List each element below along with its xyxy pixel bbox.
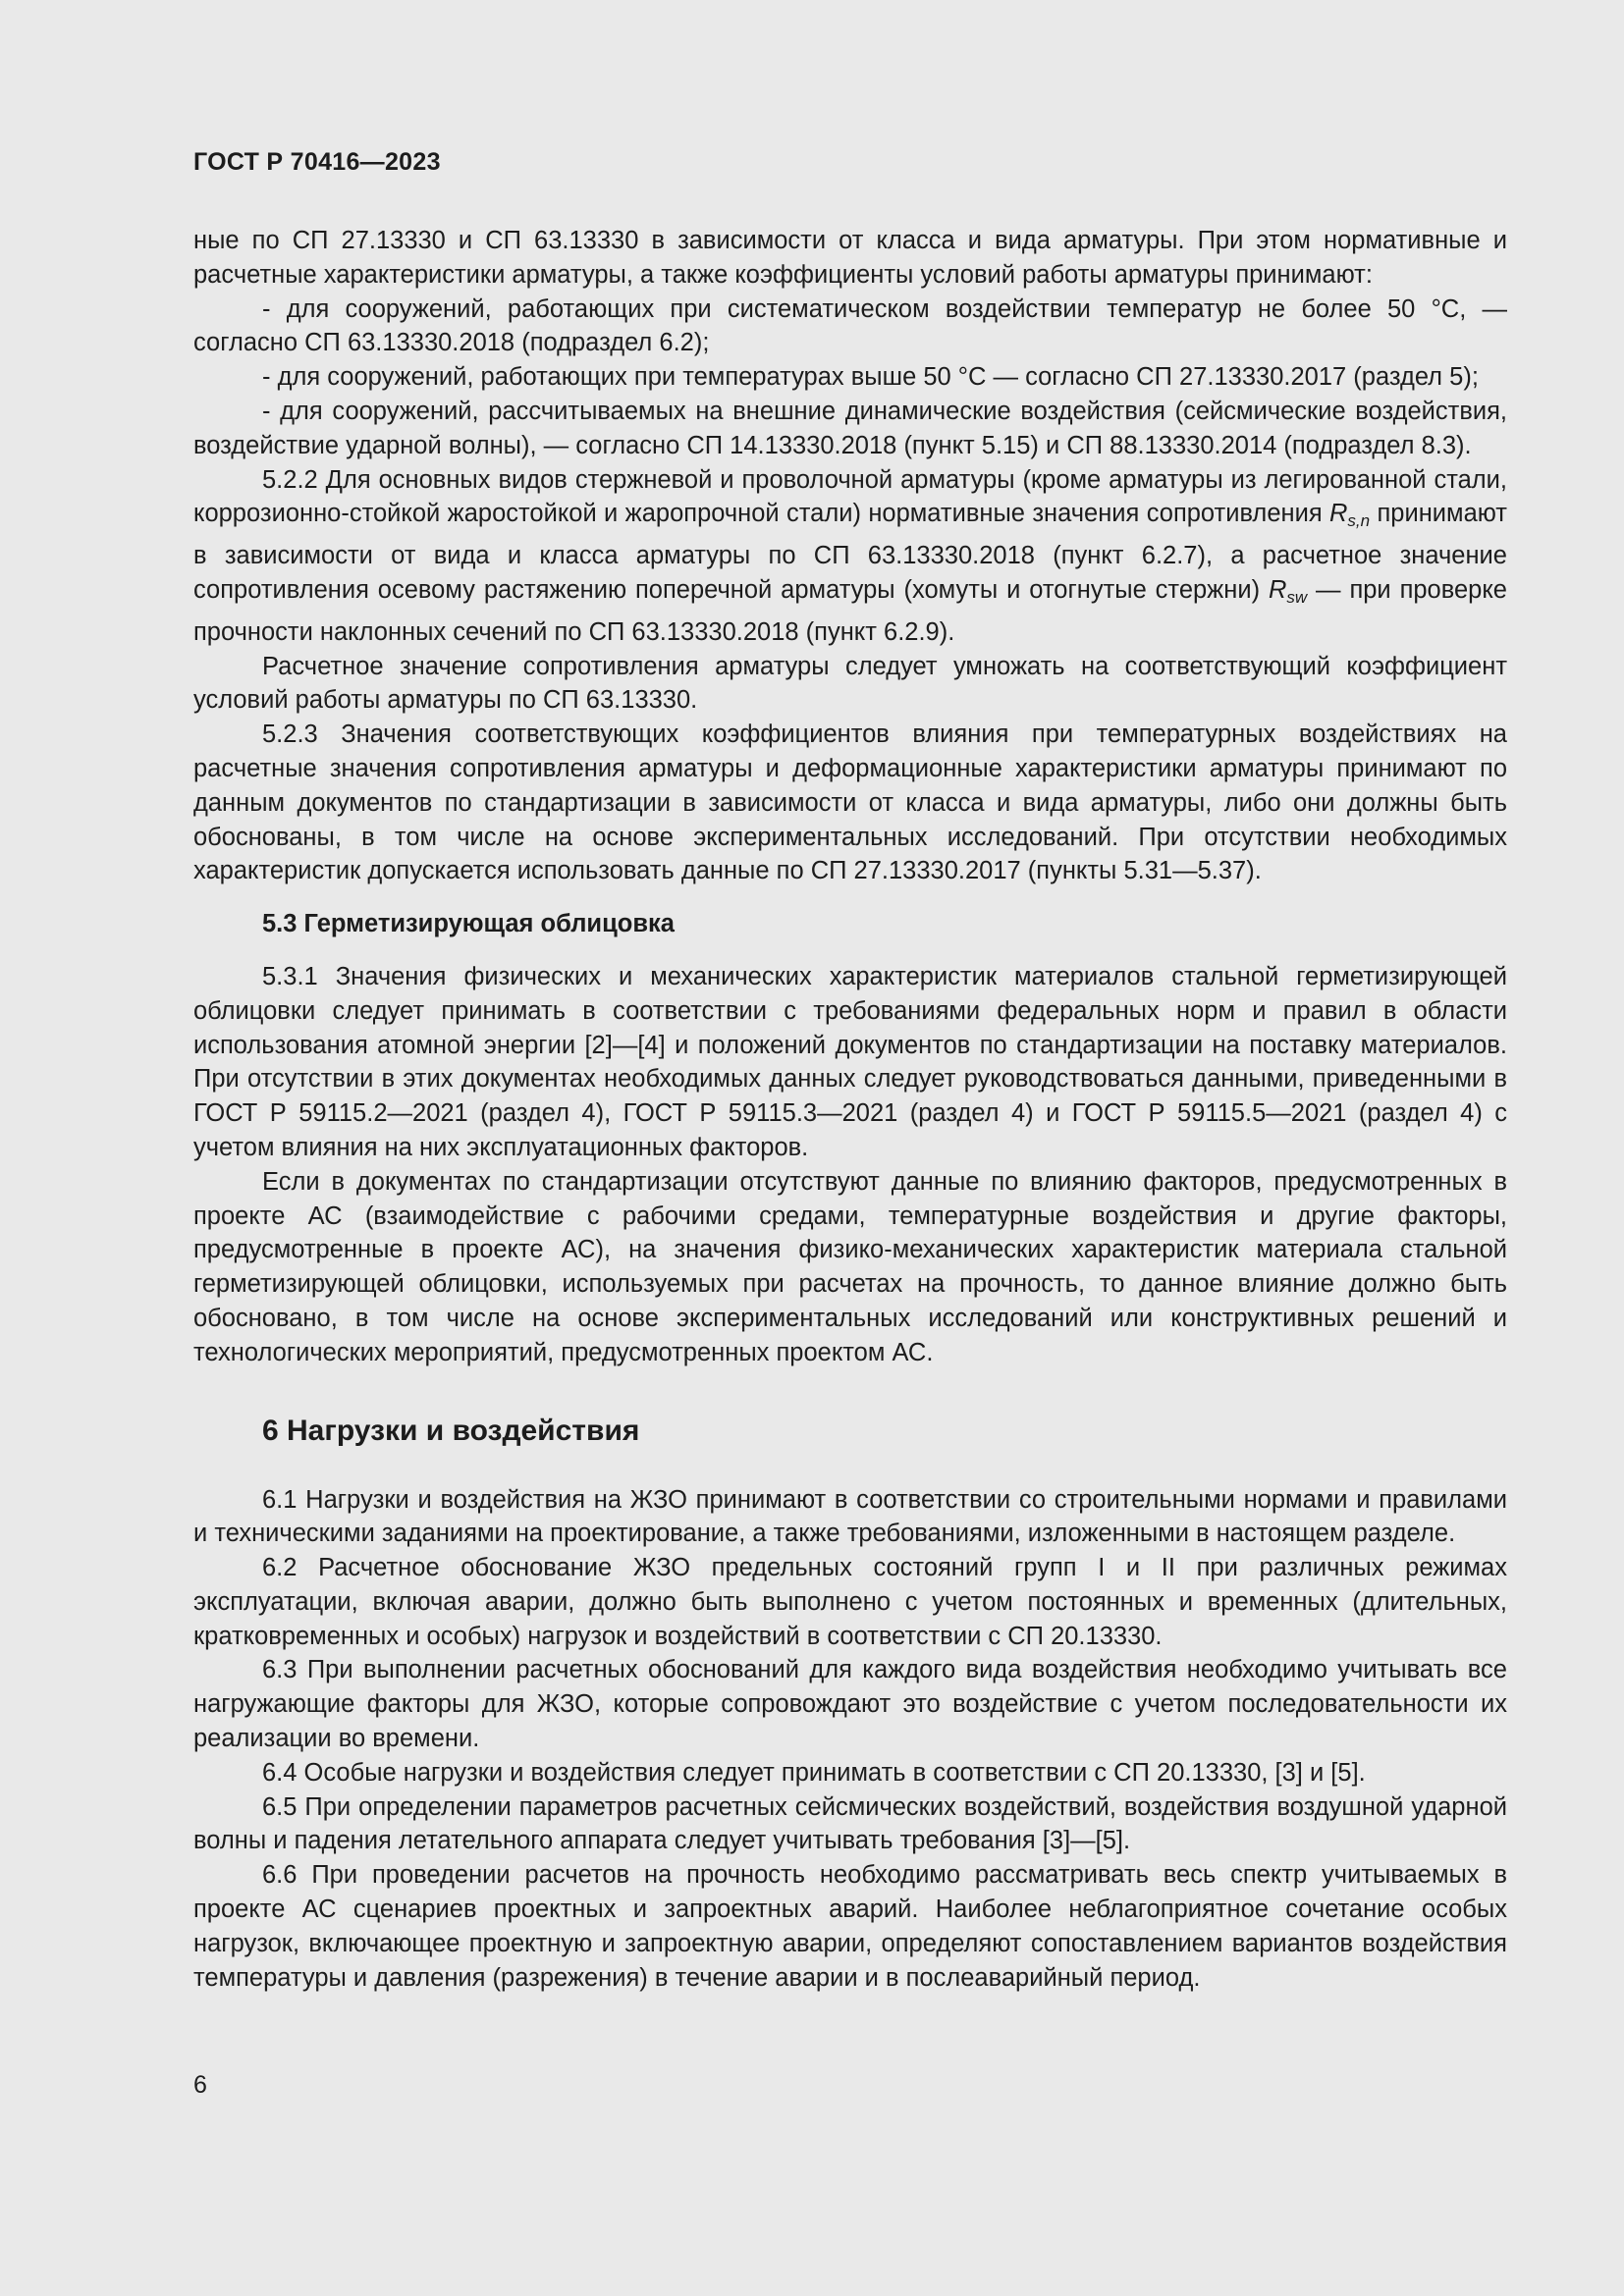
clause-6-5: 6.5 При определении параметров расчетных сейсмических воздействий, воздействия воздушной ударной волны и падения летательного аппарата следует учитывать требования [3]—[5].	[193, 1792, 1507, 1855]
variable-subscript: sw	[1286, 587, 1308, 607]
list-item: - для сооружений, работающих при систематическом воздействии температур не более 50 °С, — согласно СП 63.13330.2018 (подраздел 6.2);	[193, 294, 1507, 357]
clause-6-4: 6.4 Особые нагрузки и воздействия следует принимать в соответствии с СП 20.13330, [3] и [5].	[262, 1758, 1366, 1787]
paragraph: Расчетное значение сопротивления арматуры следует умножать на соответствующий коэффициент условий работы арматуры по СП 63.13330.	[193, 652, 1507, 715]
document-body	[193, 224, 1507, 1995]
paragraph: Если в документах по стандартизации отсутствуют данные по влиянию факторов, предусмотренных в проекте АС (взаимодействие с рабочими средами, температурные воздействия и другие факторы, предусмотренные в проекте АС), на значения физико-механических характеристик материала стальной герметизирующей облицовки, используемых при расчетах на прочность, то данное влияние должно быть обосновано, в том числе на основе экспериментальных исследований или конструктивных решений и технологических мероприятий, предусмотренных проектом АС.	[193, 1167, 1507, 1366]
variable-subscript: s,n	[1347, 511, 1371, 531]
clause-text: принимают в зависимости от вида и класса арматуры по СП 63.13330.2018 (пункт 6.2.7), а расчетное значение сопротивления осевому растяжению поперечной арматуры (хомуты и отогнутые стержни)	[193, 500, 1507, 604]
section-heading-6: 6 Нагрузки и воздействия	[262, 1414, 640, 1447]
section-heading-5-3: 5.3 Герметизирующая облицовка	[262, 910, 675, 938]
variable-symbol: R	[1329, 500, 1348, 528]
clause-6-3: 6.3 При выполнении расчетных обоснований для каждого вида воздействия необходимо учитывать все нагружающие факторы для ЖЗО, которые сопровождают это воздействие с учетом последовательности их реализации во времени.	[193, 1656, 1507, 1753]
clause-6-2: 6.2 Расчетное обоснование ЖЗО предельных состояний групп I и II при различных режимах эксплуатации, включая аварии, должно быть выполнено с учетом постоянных и временных (длительных, кратковременных и особых) нагрузок и воздействий в соответствии с СП 20.13330.	[193, 1554, 1507, 1650]
clause-5-2-3: 5.2.3 Значения соответствующих коэффициентов влияния при температурных воздействиях на расчетные значения сопротивления арматуры и деформационные характеристики арматуры принимают по данным документов по стандартизации в зависимости от класса и вида арматуры, либо они должны быть обоснованы, в том числе на основе экспериментальных исследований. При отсутствии необходимых характеристик допускается использовать данные по СП 27.13330.2017 (пункты 5.31—5.37).	[193, 721, 1507, 885]
list-item: - для сооружений, рассчитываемых на внешние динамические воздействия (сейсмические воздействия, воздействие ударной волны), — согласно СП 14.13330.2018 (пункт 5.15) и СП 88.13330.2014 (подраздел 8.3).	[193, 397, 1507, 459]
page-number: 6	[193, 2071, 207, 2099]
document-header: ГОСТ Р 70416—2023	[193, 148, 441, 176]
variable-symbol: R	[1268, 575, 1287, 604]
clause-5-2-2	[193, 463, 1507, 650]
clause-5-3-1: 5.3.1 Значения физических и механических характеристик материалов стальной герметизирующей облицовки следует принимать в соответствии с требованиями федеральных норм и правил в области использования атомной энергии [2]—[4] и положений документов по стандартизации на поставку материалов. При отсутствии в этих документах необходимых данных следует руководствоваться данными, приведенными в ГОСТ Р 59115.2—2021 (раздел 4), ГОСТ Р 59115.3—2021 (раздел 4) и ГОСТ Р 59115.5—2021 (раздел 4) с учетом влияния на них эксплуатационных факторов.	[193, 962, 1507, 1161]
clause-6-1: 6.1 Нагрузки и воздействия на ЖЗО принимают в соответствии со строительными нормами и правилами и техническими заданиями на проектирование, а также требованиями, изложенными в настоящем разделе.	[193, 1485, 1507, 1548]
list-item: - для сооружений, работающих при температурах выше 50 °С — согласно СП 27.13330.2017 (раздел 5);	[262, 363, 1479, 392]
clause-text: — при проверке прочности наклонных сечений по СП 63.13330.2018 (пункт 6.2.9).	[193, 575, 1507, 646]
paragraph-continuation: ные по СП 27.13330 и СП 63.13330 в зависимости от класса и вида арматуры. При этом нормативные и расчетные характеристики арматуры, а также коэффициенты условий работы арматуры принимают:	[193, 227, 1507, 289]
clause-6-6: 6.6 При проведении расчетов на прочность необходимо рассматривать весь спектр учитываемых в проекте АС сценариев проектных и запроектных аварий. Наиболее неблагоприятное сочетание особых нагрузок, включающее проектную и запроектную аварии, определяют сопоставлением вариантов воздействия температуры и давления (разрежения) в течение аварии и в послеаварийный период.	[193, 1861, 1507, 1992]
clause-text: 5.2.2 Для основных видов стержневой и проволочной арматуры (кроме арматуры из легированной стали, коррозионно-стойкой жаростойкой и жаропрочной стали) нормативные значения сопротивления	[193, 465, 1507, 528]
